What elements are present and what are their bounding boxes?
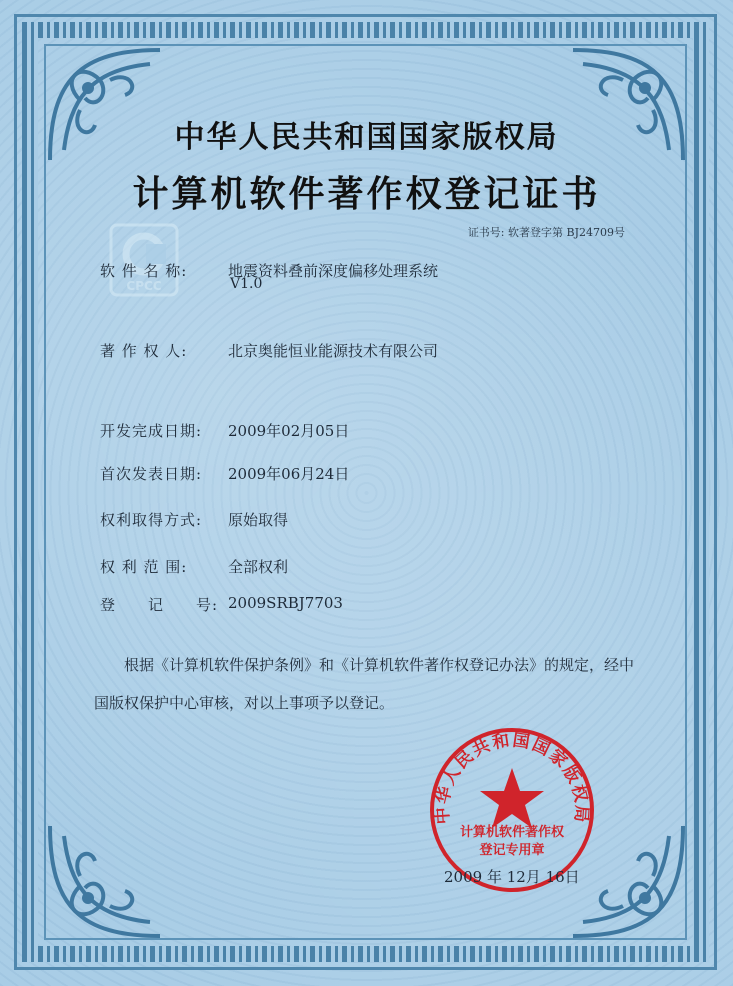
- registration-value: 2009SRBJ7703: [228, 594, 343, 612]
- software-name-row: [100, 260, 438, 281]
- registration-label: 登 记 号:: [100, 596, 219, 614]
- seal-star-icon: [480, 768, 544, 828]
- certificate-title: 计算机软件著作权登记证书: [132, 174, 601, 215]
- legal-statement: 根据《计算机软件保护条例》和《计算机软件著作权登记办法》的规定，经中国版权保护中心审核，对以上事项予以登记。: [94, 656, 635, 712]
- software-name-label: 软 件 名 称:: [100, 262, 188, 280]
- owner-label: 著 作 权 人:: [100, 342, 188, 360]
- scope-label: 权 利 范 围:: [100, 558, 188, 576]
- seal-text-line2: 登记专用章: [479, 843, 545, 858]
- seal-arc-text: 中华人民共和国国家版权局: [432, 730, 592, 825]
- issuer-title: 中华人民共和国国家版权局: [174, 120, 559, 155]
- acquisition-value: 原始取得: [228, 511, 289, 529]
- seal-text-line1: 计算机软件著作权: [459, 825, 564, 840]
- pub-date-value: 2009年06月24日: [228, 465, 350, 483]
- owner-row: [100, 340, 438, 361]
- cpcc-watermark-text: CPCC: [126, 279, 162, 293]
- software-name-value: 地震资料叠前深度偏移处理系统: [228, 262, 439, 280]
- scope-row: [100, 556, 288, 577]
- dev-date-value: 2009年02月05日: [228, 422, 350, 440]
- software-version: V1.0: [230, 276, 263, 292]
- certificate-number: 证书号: 软著登字第 BJ24709号: [467, 226, 625, 239]
- owner-value: 北京奥能恒业能源技术有限公司: [228, 342, 439, 360]
- pub-date-row: [100, 463, 349, 484]
- registration-row: [100, 594, 343, 615]
- scope-value: 全部权利: [228, 558, 289, 576]
- dev-date-label: 开发完成日期:: [100, 422, 203, 440]
- dev-date-row: [100, 420, 349, 441]
- acquisition-label: 权利取得方式:: [100, 511, 203, 529]
- pub-date-label: 首次发表日期:: [100, 465, 203, 483]
- acquisition-row: [100, 509, 288, 530]
- corner-ornament-icon: [40, 816, 170, 946]
- issue-date: 2009 年 12月 16日: [444, 868, 580, 886]
